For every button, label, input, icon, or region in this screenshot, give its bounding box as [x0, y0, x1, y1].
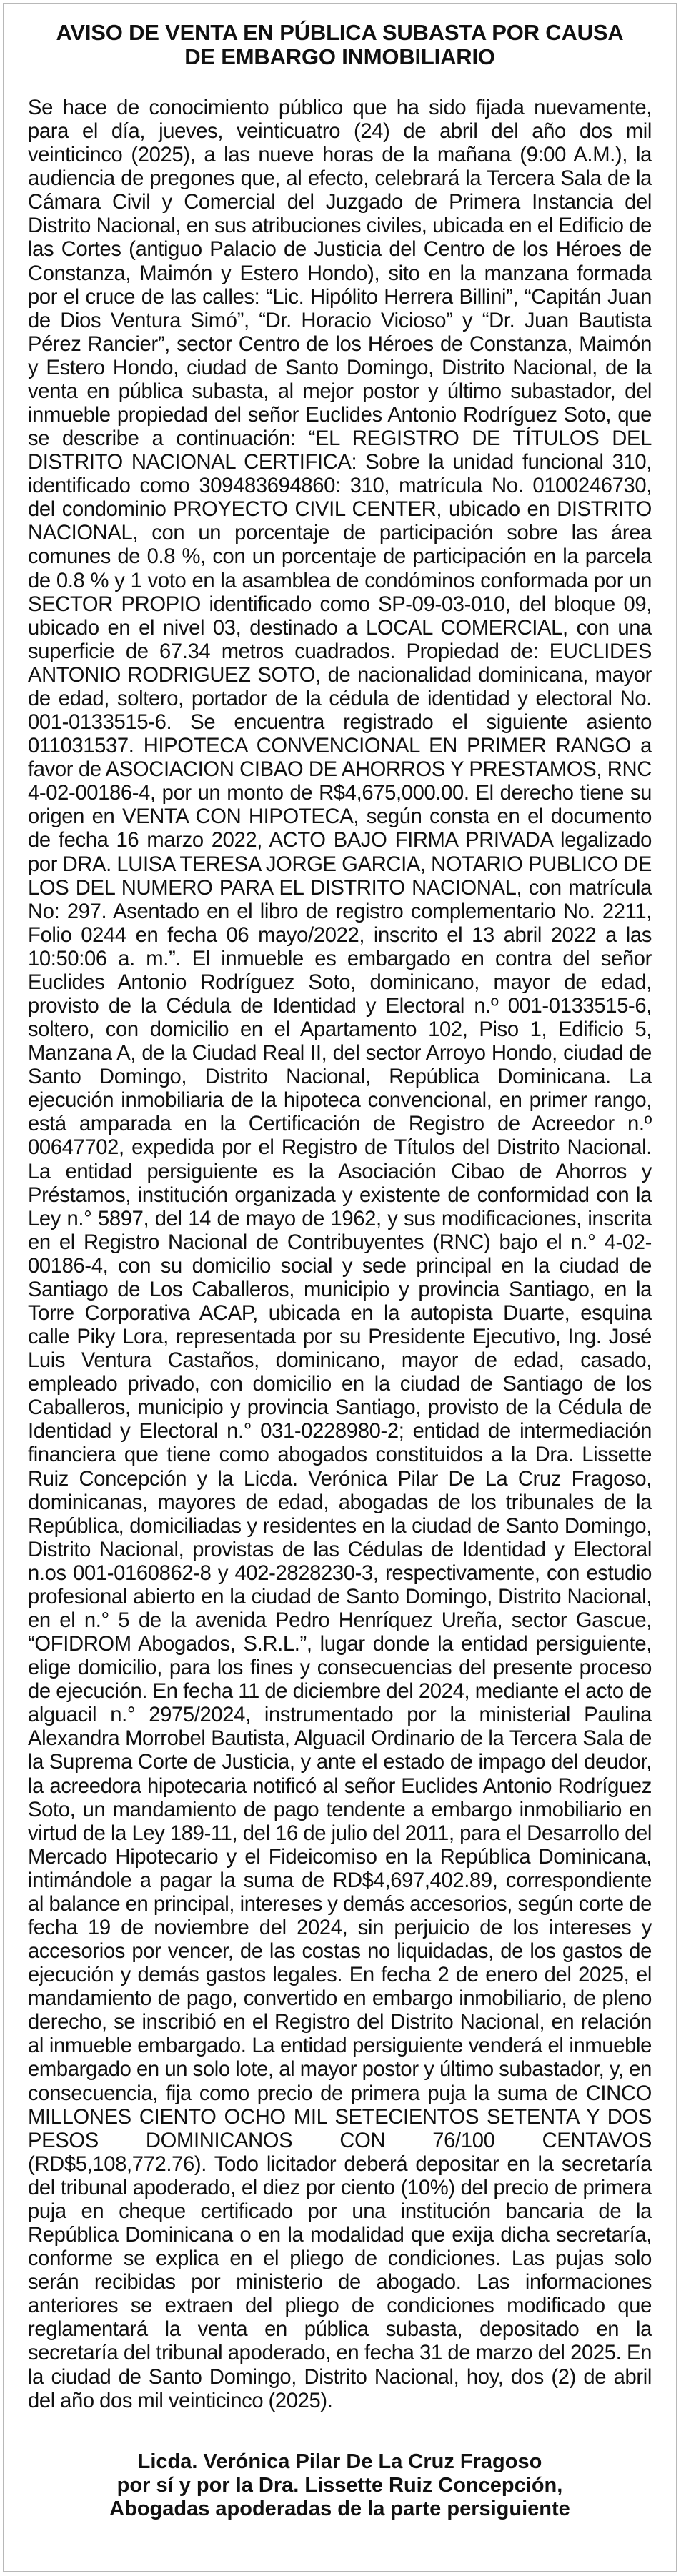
- notice-title-line-2: DE EMBARGO INMOBILIARIO: [184, 44, 495, 69]
- notice-title-line-1: AVISO DE VENTA EN PÚBLICA SUBASTA POR CAUSA: [56, 20, 624, 45]
- legal-notice: [3, 3, 677, 2572]
- notice-title: [46, 21, 633, 69]
- signature-line-3: Abogadas apoderadas de la parte persiguiente: [109, 2497, 570, 2520]
- notice-body: Se hace de conocimiento público que ha sido fijada nuevamente, para el día, jueves, veinticuatro (24) de abril del año dos mil veinticinco (2025), a las nueve horas de la mañana (9:00 A.M.), la audiencia de pregones que, al efecto, celebrará la Tercera Sala de la Cámara Civil y Comercial del Juzgado de Primera Instancia del Distrito Nacional, en sus atribuciones civiles, ubicada en el Edificio de las Cortes (antiguo Palacio de Justicia del Centro de los Héroes de Constanza, Maimón y Estero Hondo), sito en la manzana formada por el cruce de las calles: “Lic. Hipólito Herrera Billini”, “Capitán Juan de Dios Ventura Simó”, “Dr. Horacio Vicioso” y “Dr. Juan Bautista Pérez Rancier”, sector Centro de los Héroes de Constanza, Maimón y Estero Hondo, ciudad de Santo Domingo, Distrito Nacional, de la venta en pública subasta, al mejor postor y último subastador, del inmueble propiedad del señor Euclides Antonio Rodríguez Soto, que se describe a continuación: “EL REGISTRO DE TÍTULOS DEL DISTRITO NACIONAL CERTIFICA: Sobre la unidad funcional 310, identificado como 309483694860: 310, matrícula No. 0100246730, del condominio PROYECTO CIVIL CENTER, ubicado en DISTRITO NACIONAL, con un porcentaje de participación sobre las área comunes de 0.8 %, con un porcentaje de participación en la parcela de 0.8 % y 1 voto en la asamblea de condóminos conformada por un SECTOR PROPIO identificado como SP-09-03-010, del bloque 09, ubicado en el nivel 03, destinado a LOCAL COMERCIAL, con una superficie de 67.34 metros cuadrados. Propiedad de: EUCLIDES ANTONIO RODRIGUEZ SOTO, de nacionalidad dominicana, mayor de edad, soltero, portador de la cédula de identidad y electoral No. 001-0133515-6. Se encuentra registrado el siguiente asiento 011031537. HIPOTECA CONVENCIONAL EN PRIMER RANGO a favor de ASOCIACION CIBAO DE AHORROS Y PRESTAMOS, RNC 4-02-00186-4, por un monto de R$4,675,000.00. El derecho tiene su origen en VENTA CON HIPOTECA, según consta en el documento de fecha 16 marzo 2022, ACTO BAJO FIRMA PRIVADA legalizado por DRA. LUISA TERESA JORGE GARCIA, NOTARIO PUBLICO DE LOS DEL NUMERO PARA EL DISTRITO NACIONAL, con matrícula No: 297. Asentado en el libro de registro complementario No. 2211, Folio 0244 en fecha 06 mayo/2022, inscrito el 13 abril 2022 a las 10:50:06 a. m.”. El inmueble es embargado en contra del señor Euclides Antonio Rodríguez Soto, dominicano, mayor de edad, provisto de la Cédula de Identidad y Electoral n.º 001-0133515-6, soltero, con domicilio en el Apartamento 102, Piso 1, Edificio 5, Manzana A, de la Ciudad Real II, del sector Arroyo Hondo, ciudad de Santo Domingo, Distrito Nacional, República Dominicana. La ejecución inmobiliaria de la hipoteca convencional, en primer rango, está amparada en la Certificación de Registro de Acreedor n.º 00647702, expedida por el Registro de Títulos del Distrito Nacional. La entidad persiguiente es la Asociación Cibao de Ahorros y Préstamos, institución organizada y existente de conformidad con la Ley n.° 5897, del 14 de mayo de 1962, y sus modificaciones, inscrita en el Registro Nacional de Contribuyentes (RNC) bajo el n.° 4-02-00186-4, con su domicilio social y sede principal en la ciudad de Santiago de Los Caballeros, municipio y provincia Santiago, en la Torre Corporativa ACAP, ubicada en la autopista Duarte, esquina calle Piky Lora, representada por su Presidente Ejecutivo, Ing. José Luis Ventura Castaños, dominicano, mayor de edad, casado, empleado privado, con domicilio en la ciudad de Santiago de los Caballeros, municipio y provincia Santiago, provisto de la Cédula de Identidad y Electoral n.° 031-0228980-2; entidad de intermediación financiera que tiene como abogados constituidos a la Dra. Lissette Ruiz Concepción y la Licda. Verónica Pilar De La Cruz Fragoso, dominicanas, mayores de edad, abogadas de los tribunales de la República, domiciliadas y residentes en la ciudad de Santo Domingo, Distrito Nacional, provistas de las Cédulas de Identidad y Electoral n.os 001-0160862-8 y 402-2828230-3, respectivamente, con estudio profesional abierto en la ciudad de Santo Domingo, Distrito Nacional, en el n.° 5 de la avenida Pedro Henríquez Ureña, sector Gascue, “OFIDROM Abogados, S.R.L.”, lugar donde la entidad persiguiente, elige domicilio, para los fines y consecuencias del presente proceso de ejecución. En fecha 11 de diciembre del 2024, mediante el acto de alguacil n.° 2975/2024, instrumentado por la ministerial Paulina Alexandra Morrobel Bautista, Alguacil Ordinario de la Tercera Sala de la Suprema Corte de Justicia, y ante el estado de impago del deudor, la acreedora hipotecaria notificó al señor Euclides Antonio Rodríguez Soto, un mandamiento de pago tendente a embargo inmobiliario en virtud de la Ley 189-11, del 16 de julio del 2011, para el Desarrollo del Mercado Hipotecario y el Fideicomiso en la República Dominicana, intimándole a pagar la suma de RD$4,697,402.89, correspondiente al balance en principal, intereses y demás accesorios, según corte de fecha 19 de noviembre del 2024, sin perjuicio de los intereses y accesorios por vencer, de las costas no liquidadas, de los gastos de ejecución y demás gastos legales. En fecha 2 de enero del 2025, el mandamiento de pago, convertido en embargo inmobiliario, de pleno derecho, se inscribió en el Registro del Distrito Nacional, en relación al inmueble embargado. La entidad persiguiente venderá el inmueble embargado en un solo lote, al mayor postor y último subastador, y, en consecuencia, fija como precio de primera puja la suma de CINCO MILLONES CIENTO OCHO MIL SETECIENTOS SETENTA Y DOS PESOS DOMINICANOS CON 76/100 CENTAVOS (RD$5,108,772.76). Todo licitador deberá depositar en la secretaría del tribunal apoderado, el diez por ciento (10%) del precio de primera puja en cheque certificado por una institución bancaria de la República Dominicana o en la modalidad que exija dicha secretaría, conforme se explica en el pliego de condiciones. Las pujas solo serán recibidas por ministerio de abogado. Las informaciones anteriores se extraen del pliego de condiciones modificado que reglamentará la venta en pública subasta, depositado en la secretaría del tribunal apoderado, en fecha 31 de marzo del 2025. En la ciudad de Santo Domingo, Distrito Nacional, hoy, dos (2) de abril del año dos mil veinticinco (2025).: [28, 96, 652, 2412]
- signature-block: [4, 2450, 676, 2521]
- signature-line-1: Licda. Verónica Pilar De La Cruz Fragoso: [137, 2450, 542, 2473]
- signature-line-2: por sí y por la Dra. Lissette Ruiz Concepción,: [116, 2473, 563, 2497]
